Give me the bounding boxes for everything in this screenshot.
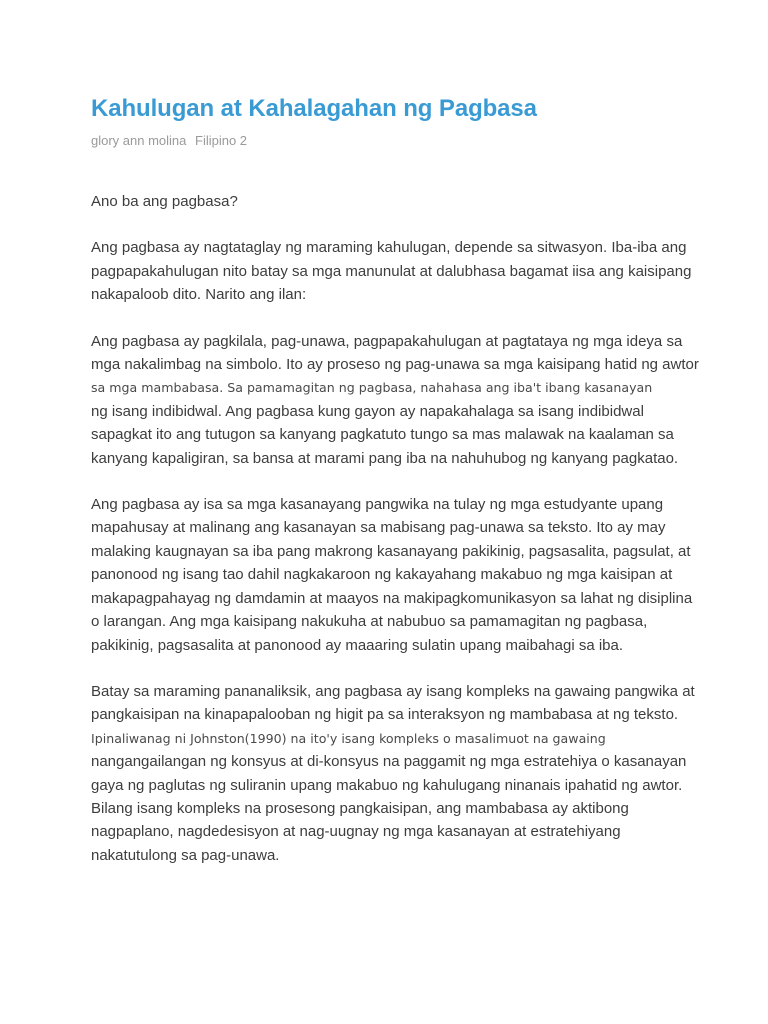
paragraph-line: pagpapakahulugan nito batay sa mga manunulat at dalubhasa bagamat iisa ang kaisipang (91, 262, 692, 280)
byline (91, 132, 691, 150)
paragraph-line: mapahusay at malinang ang kasanayan sa mabisang pag-unawa sa teksto. Ito ay may (91, 519, 666, 537)
category-label[interactable]: Filipino 2 (195, 133, 248, 148)
paragraph-line: nakapaloob dito. Narito ang ilan: (91, 286, 307, 304)
paragraph-line: pakikinig, pagsasalita at panonood ay maaaring sulatin upang maibahagi sa iba. (91, 636, 624, 654)
paragraph-line: mga nakalimbag na simbolo. Ito ay proseso ng pag-unawa sa mga kaisipang hatid ng awtor (91, 356, 699, 374)
paragraph-line: gaya ng paglutas ng suliranin upang makabuo ng kahulugang ninanais ipahatid ng awtor. (91, 776, 683, 794)
document-page (91, 94, 699, 890)
paragraph-line: nangangailangan ng konsyus at di-konsyus na paggamit ng mga estratehiya o kasanayan (91, 753, 687, 771)
paragraph-5 (91, 680, 695, 867)
paragraph-line: Ano ba ang pagbasa? (91, 193, 238, 210)
paragraph-line: ng isang indibidwal. Ang pagbasa kung gayon ay napakahalaga sa isang indibidwal (91, 402, 644, 420)
paragraph-line: pangkaisipan na kinapapalooban ng higit pa sa interaksyon ng mambabasa at ng teksto. (91, 706, 679, 724)
paragraph-line: malaking kaugnayan sa iba pang makrong kasanayang pakikinig, pagsasalita, pagsulat, at (91, 542, 691, 560)
paragraph-3 (91, 330, 699, 470)
paragraph-1 (91, 190, 691, 213)
paragraph-line: Ipinaliwanag ni Johnston(1990) na ito'y isang kompleks o masalimuot na gawaing (91, 730, 606, 746)
document-title: Kahulugan at Kahalagahan ng Pagbasa (91, 95, 537, 122)
paragraph-line: nagpaplano, nagdedesisyon at nag-uugnay ng mga kasanayan at estratehiyang (91, 823, 621, 841)
paragraph-line: Ang pagbasa ay nagtataglay ng maraming kahulugan, depende sa sitwasyon. Iba-iba ang (91, 239, 687, 257)
paragraph-line: makapagpahayag ng damdamin at maayos na makipagkomunikasyon sa lahat ng disiplina (91, 589, 693, 607)
paragraph-line: panonood ng isang tao dahil nagkakaroon ng kakayahang makabuo ng mga kaisipan at (91, 566, 673, 584)
paragraph-line: kanyang kapaligiran, sa bansa at marami pang iba na nahuhubog ng kanyang pagkatao. (91, 449, 679, 467)
paragraph-line: Ang pagbasa ay isa sa mga kasanayang pangwika na tulay ng mga estudyante upang (91, 496, 664, 514)
paragraph-2 (91, 236, 691, 306)
paragraph-line: o larangan. Ang mga kaisipang nakukuha at nabubuo sa pamamagitan ng pagbasa, (91, 613, 648, 631)
paragraph-4 (91, 493, 691, 657)
paragraph-line: Ang pagbasa ay pagkilala, pag-unawa, pagpapakahulugan at pagtataya ng mga ideya sa (91, 332, 683, 350)
paragraph-line: sa mga mambabasa. Sa pamamagitan ng pagbasa, nahahasa ang iba't ibang kasanayan (91, 380, 653, 396)
paragraph-line: Bilang isang kompleks na prosesong pangkaisipan, ang mambabasa ay aktibong (91, 799, 629, 817)
paragraph-line: Batay sa maraming pananaliksik, ang pagbasa ay isang kompleks na gawaing pangwika at (91, 682, 695, 700)
author-name[interactable]: glory ann molina (91, 133, 187, 148)
paragraph-line: nakatutulong sa pag-unawa. (91, 846, 280, 864)
document-body (91, 190, 699, 867)
paragraph-line: sapagkat ito ang tutugon sa kanyang pagkatuto tungo sa mas malawak na kaalaman sa (91, 426, 674, 444)
